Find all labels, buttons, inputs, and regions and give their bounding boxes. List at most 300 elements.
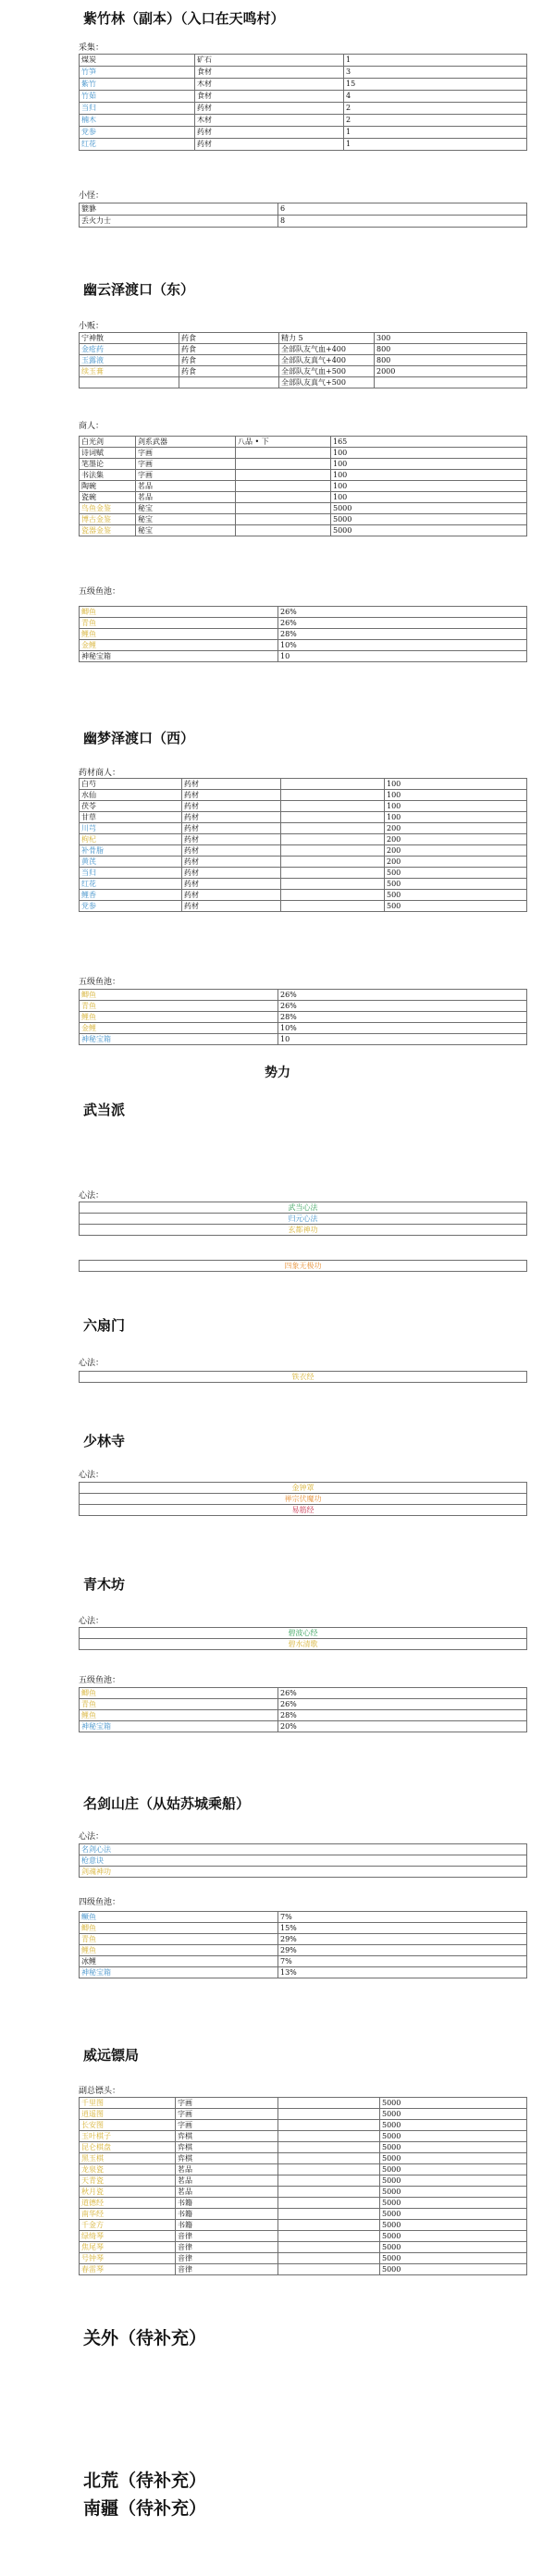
weiyuan-cell: 5000 [380,2131,527,2142]
weiyuan-row [80,2098,527,2109]
zizhulin-collect-cell: 2 [344,115,527,127]
zizhulin-collect-row [80,127,527,139]
youmeng-fish-cell: 神秘宝箱 [80,1034,278,1045]
youmeng-herb-row [80,812,527,823]
zizhulin-collect-cell: 食材 [195,67,344,79]
qingmu-fish-cell: 神秘宝箱 [80,1721,278,1732]
youyun-merchant-row [80,448,527,459]
weiyuan-cell: 逍遥图 [80,2109,176,2120]
youyun-fish-row [80,651,527,662]
zizhulin-collect-cell: 木材 [195,115,344,127]
weiyuan-cell: 5000 [380,2164,527,2175]
youyun-fish-cell: 26% [278,618,527,629]
mingjian-row [80,1844,527,1855]
youmeng-herb-cell: 100 [385,779,527,790]
wudang-label: 心法： [79,1191,105,1201]
mingjian-fish-row [80,1945,527,1956]
weiyuan-cell [278,2209,380,2220]
youyun-fish-cell: 鲫鱼 [80,607,278,618]
youyun-merchant-cell: 瓷器金鉴 [80,525,136,536]
shaolin-cell: 禅宗伏魔功 [80,1494,527,1505]
zizhulin-collect-cell: 4 [344,91,527,103]
zizhulin-collect-cell: 紫竹 [80,79,195,91]
youyun-vendor-cell: 全部队友气血+500 [279,366,375,377]
youmeng-herb-cell: 药材 [182,890,281,901]
weiyuan-cell: 字画 [176,2098,278,2109]
zizhulin-monster-table [79,203,527,228]
weiyuan-cell: 书籍 [176,2220,278,2231]
youyun-fish-cell: 青鱼 [80,618,278,629]
youmeng-fish-cell: 10 [278,1034,527,1045]
mingjian-fish-cell: 13% [278,1967,527,1978]
youmeng-fish-table [79,989,527,1045]
weiyuan-row [80,2142,527,2153]
youmeng-herb-cell: 党参 [80,901,182,912]
youyun-vendor-cell: 药食 [179,344,279,355]
zizhulin-collect-cell: 2 [344,103,527,115]
youmeng-fish-row [80,1023,527,1034]
weiyuan-cell: 号钟琴 [80,2253,176,2264]
weiyuan-cell: 黑玉棋 [80,2153,176,2164]
youmeng-herb-cell [281,779,385,790]
weiyuan-cell: 5000 [380,2264,527,2275]
zizhulin-collect-row [80,55,527,67]
weiyuan-cell: 弈棋 [176,2142,278,2153]
weiyuan-cell: 5000 [380,2142,527,2153]
youmeng-herb-cell: 200 [385,823,527,834]
mingjian-fish-cell: 鲫鱼 [80,1923,278,1934]
youyun-merchant-cell: 字画 [136,459,236,470]
youyun-merchant-cell: 5000 [331,514,527,525]
mingjian-label: 心法： [79,1832,105,1842]
wudang-cell: 武当心法 [80,1202,527,1214]
qingmu-fish-row [80,1710,527,1721]
shaolin-label: 心法： [79,1471,105,1480]
youmeng-fish-cell: 28% [278,1012,527,1023]
qingmu-fish-cell: 26% [278,1699,527,1710]
mingjian-fish-cell: 鳜鱼 [80,1912,278,1923]
qingmu-cell: 碧波心经 [80,1628,527,1639]
weiyuan-cell: 书籍 [176,2209,278,2220]
youmeng-fish-cell: 青鱼 [80,1001,278,1012]
youmeng-herb-cell [281,845,385,857]
zizhulin-monster-row [80,216,527,228]
zizhulin-collect-cell: 竹茹 [80,91,195,103]
mingjian-fish-cell: 神秘宝箱 [80,1967,278,1978]
youmeng-herb-cell: 500 [385,868,527,879]
wudang-row [80,1225,527,1236]
youyun-merchant-row [80,459,527,470]
youmeng-fish-cell: 金鲤 [80,1023,278,1034]
mingjian-cell: 枪意诀 [80,1855,527,1867]
weiyuan-cell [278,2109,380,2120]
youyun-merchant-cell: 剑系武器 [136,437,236,448]
weiyuan-cell [278,2120,380,2131]
zizhulin-collect-cell: 竹笋 [80,67,195,79]
mingjian-row [80,1855,527,1867]
weiyuan-cell [278,2153,380,2164]
youyun-merchant-label: 商人： [79,422,105,431]
weiyuan-cell: 字画 [176,2109,278,2120]
youmeng-herb-cell: 黄芪 [80,857,182,868]
weiyuan-row [80,2153,527,2164]
mingjian-fish-cell: 15% [278,1923,527,1934]
youyun-merchant-cell: 165 [331,437,527,448]
weiyuan-cell: 茗品 [176,2175,278,2187]
zizhulin-collect-cell: 矿石 [195,55,344,67]
shaolin-row [80,1483,527,1494]
zizhulin-collect-row [80,91,527,103]
youmeng-herb-cell: 药材 [182,857,281,868]
weiyuan-row [80,2253,527,2264]
youmeng-herb-cell: 药材 [182,868,281,879]
youmeng-herb-cell: 药材 [182,812,281,823]
beihuang-heading: 北荒（待补充） [83,2471,207,2491]
weiyuan-cell [278,2253,380,2264]
weiyuan-cell: 字画 [176,2120,278,2131]
youyun-merchant-cell: 5000 [331,525,527,536]
youyun-merchant-cell: 陶碗 [80,481,136,492]
weiyuan-cell: 道德经 [80,2198,176,2209]
youyun-fish-label: 五级鱼池： [79,587,121,597]
zizhulin-monster-label: 小怪： [79,191,105,201]
qingmu-title: 青木坊 [83,1576,126,1593]
zizhulin-collect-cell: 药材 [195,103,344,115]
weiyuan-row [80,2198,527,2209]
youyun-merchant-cell: 茗品 [136,481,236,492]
qingmu-fish-label: 五级鱼池： [79,1676,121,1685]
weiyuan-cell: 音律 [176,2242,278,2253]
youmeng-herb-row [80,901,527,912]
youyun-merchant-cell: 茗品 [136,492,236,503]
zizhulin-collect-cell: 药材 [195,127,344,139]
youmeng-herb-cell: 500 [385,901,527,912]
youyun-merchant-cell: 字画 [136,448,236,459]
weiyuan-cell: 音律 [176,2264,278,2275]
youmeng-herb-cell: 200 [385,857,527,868]
wudang-row [80,1214,527,1225]
youmeng-herb-cell: 药材 [182,834,281,845]
qingmu-fish-cell: 28% [278,1710,527,1721]
weiyuan-cell: 5000 [380,2120,527,2131]
youmeng-fish-row [80,990,527,1001]
weiyuan-label: 副总镖头： [79,2087,121,2096]
youyun-vendor-cell: 药食 [179,333,279,344]
weiyuan-row [80,2131,527,2142]
youyun-vendor-row [80,344,527,355]
youyun-merchant-cell: 鸟鱼金鉴 [80,503,136,514]
zizhulin-collect-row [80,67,527,79]
zizhulin-collect-cell: 当归 [80,103,195,115]
weiyuan-cell: 长安图 [80,2120,176,2131]
mingjian-title: 名剑山庄（从姑苏城乘船） [83,1795,251,1812]
weiyuan-cell: 5000 [380,2209,527,2220]
zizhulin-collect-cell: 煤炭 [80,55,195,67]
weiyuan-cell [278,2264,380,2275]
weiyuan-cell: 5000 [380,2242,527,2253]
weiyuan-cell: 茗品 [176,2187,278,2198]
youyun-vendor-cell: 金疮药 [80,344,179,355]
youyun-vendor-cell: 全部队友真气+400 [279,355,375,366]
youyun-merchant-cell: 诗词赋 [80,448,136,459]
qingmu-fish-row [80,1699,527,1710]
wudang-title: 武当派 [83,1102,126,1118]
youyun-vendor-cell: 续玉膏 [80,366,179,377]
youyun-vendor-row [80,377,527,388]
weiyuan-cell: 茗品 [176,2164,278,2175]
weiyuan-cell: 书籍 [176,2198,278,2209]
zizhulin-collect-cell: 党参 [80,127,195,139]
youyun-merchant-cell: 瓷碗 [80,492,136,503]
shaolin-row [80,1505,527,1516]
mingjian-cell: 剑魂神功 [80,1867,527,1878]
youmeng-herb-cell: 药材 [182,779,281,790]
youmeng-herb-cell: 药材 [182,790,281,801]
youyun-vendor-cell: 300 [375,333,527,344]
youyun-fish-cell: 28% [278,629,527,640]
youyun-merchant-cell [236,481,331,492]
shaolin-cell: 易筋经 [80,1505,527,1516]
youyun-merchant-cell: 笔墨论 [80,459,136,470]
youyun-merchant-cell [236,514,331,525]
shaolin-title: 少林寺 [83,1433,126,1449]
youyun-fish-cell: 10 [278,651,527,662]
weiyuan-row [80,2231,527,2242]
wudang-extra-cell: 四象无极功 [80,1261,527,1272]
weiyuan-row [80,2209,527,2220]
zizhulin-monster-cell: 8 [278,216,527,228]
youmeng-fish-row [80,1012,527,1023]
weiyuan-title: 威远镖局 [83,2047,140,2064]
youmeng-herb-cell [281,812,385,823]
shaolin-cell: 金钟罩 [80,1483,527,1494]
youmeng-herb-cell [281,857,385,868]
youyun-vendor-label: 小贩： [79,322,105,331]
youyun-fish-cell: 10% [278,640,527,651]
mingjian-fish-label: 四级鱼池： [79,1898,121,1907]
weiyuan-cell [278,2131,380,2142]
mingjian-fish-table [79,1911,527,1978]
weiyuan-cell: 5000 [380,2153,527,2164]
weiyuan-cell: 5000 [380,2175,527,2187]
zizhulin-collect-cell: 1 [344,127,527,139]
qingmu-cell: 碧水清歌 [80,1639,527,1650]
youyun-vendor-cell: 800 [375,344,527,355]
youmeng-herb-cell: 药材 [182,823,281,834]
youmeng-fish-cell: 26% [278,1001,527,1012]
youmeng-herb-cell: 200 [385,845,527,857]
youmeng-herb-cell: 红花 [80,879,182,890]
youyun-vendor-row [80,333,527,344]
youyun-merchant-cell: 100 [331,492,527,503]
youyun-merchant-cell [236,448,331,459]
weiyuan-row [80,2242,527,2253]
liushan-label: 心法： [79,1359,105,1368]
weiyuan-row [80,2187,527,2198]
youyun-merchant-cell [236,459,331,470]
youmeng-herb-cell: 200 [385,834,527,845]
youmeng-title: 幽梦泽渡口（西） [83,730,195,746]
youyun-vendor-cell: 玉露液 [80,355,179,366]
youmeng-herb-cell: 鲤香 [80,890,182,901]
youyun-vendor-cell [375,377,527,388]
weiyuan-cell: 5000 [380,2198,527,2209]
youyun-merchant-cell: 白光剑 [80,437,136,448]
qingmu-fish-row [80,1688,527,1699]
shili-heading: 势力 [265,1066,290,1080]
zizhulin-collect-cell: 食材 [195,91,344,103]
guanwai-heading: 关外（待补充） [83,2328,207,2348]
wudang-extra-table [79,1260,527,1272]
youyun-merchant-cell [236,503,331,514]
zizhulin-collect-row [80,103,527,115]
youyun-vendor-cell: 精力 5 [279,333,375,344]
mingjian-fish-row [80,1923,527,1934]
weiyuan-cell: 绿绮琴 [80,2231,176,2242]
mingjian-fish-cell: 7% [278,1956,527,1967]
youyun-vendor-cell: 药食 [179,366,279,377]
zizhulin-collect-label: 采集： [79,43,105,53]
weiyuan-cell: 玉叶棋子 [80,2131,176,2142]
youmeng-herb-cell: 川芎 [80,823,182,834]
youmeng-fish-cell: 鲫鱼 [80,990,278,1001]
youyun-vendor-cell: 800 [375,355,527,366]
youmeng-fish-row [80,1034,527,1045]
youmeng-herb-cell: 500 [385,879,527,890]
weiyuan-cell [278,2231,380,2242]
weiyuan-cell [278,2187,380,2198]
weiyuan-cell: 千里图 [80,2098,176,2109]
weiyuan-table [79,2097,527,2275]
mingjian-fish-cell: 29% [278,1945,527,1956]
youyun-merchant-row [80,492,527,503]
youyun-fish-cell: 鲤鱼 [80,629,278,640]
youyun-vendor-cell [179,377,279,388]
shaolin-row [80,1494,527,1505]
youyun-merchant-cell [236,470,331,481]
youyun-merchant-row [80,470,527,481]
zizhulin-collect-cell: 15 [344,79,527,91]
youmeng-herb-cell: 枸杞 [80,834,182,845]
zizhulin-collect-cell: 1 [344,55,527,67]
youmeng-herb-cell [281,823,385,834]
weiyuan-cell: 5000 [380,2220,527,2231]
weiyuan-row [80,2220,527,2231]
weiyuan-cell [278,2198,380,2209]
zizhulin-collect-row [80,139,527,151]
youyun-fish-cell: 26% [278,607,527,618]
youyun-merchant-cell: 秘宝 [136,503,236,514]
youmeng-herb-cell: 甘草 [80,812,182,823]
youyun-vendor-row [80,366,527,377]
mingjian-fish-cell: 鲤鱼 [80,1945,278,1956]
youmeng-herb-cell [281,801,385,812]
liushan-title: 六扇门 [83,1317,126,1334]
weiyuan-row [80,2164,527,2175]
mingjian-fish-row [80,1956,527,1967]
qingmu-fish-cell: 20% [278,1721,527,1732]
youyun-merchant-cell: 秘宝 [136,514,236,525]
weiyuan-cell: 音律 [176,2231,278,2242]
youyun-merchant-cell: 秘宝 [136,525,236,536]
weiyuan-cell: 南华经 [80,2209,176,2220]
youyun-merchant-cell: 100 [331,481,527,492]
weiyuan-cell: 5000 [380,2187,527,2198]
youyun-merchant-cell: 100 [331,459,527,470]
weiyuan-cell: 昆仑棋盘 [80,2142,176,2153]
liushan-cell: 铁衣经 [80,1372,527,1383]
youmeng-herb-cell: 补骨脂 [80,845,182,857]
youyun-vendor-cell: 宁神散 [80,333,179,344]
youyun-merchant-cell: 字画 [136,470,236,481]
youmeng-herb-cell: 药材 [182,879,281,890]
weiyuan-cell: 千金方 [80,2220,176,2231]
qingmu-fish-cell: 鲤鱼 [80,1710,278,1721]
weiyuan-row [80,2109,527,2120]
mingjian-fish-row [80,1934,527,1945]
youyun-vendor-cell: 2000 [375,366,527,377]
youyun-fish-row [80,607,527,618]
weiyuan-cell: 秋月瓷 [80,2187,176,2198]
qingmu-fish-table [79,1687,527,1732]
youmeng-herb-row [80,801,527,812]
weiyuan-cell: 天青瓷 [80,2175,176,2187]
weiyuan-cell: 5000 [380,2231,527,2242]
youyun-merchant-cell: 书法集 [80,470,136,481]
youyun-vendor-cell: 药食 [179,355,279,366]
youyun-fish-row [80,640,527,651]
youmeng-herb-row [80,790,527,801]
zizhulin-collect-row [80,115,527,127]
youmeng-herb-row [80,834,527,845]
weiyuan-cell [278,2242,380,2253]
youmeng-herb-row [80,779,527,790]
youmeng-herb-cell [281,890,385,901]
zizhulin-monster-row [80,203,527,216]
youyun-merchant-cell: 博古金鉴 [80,514,136,525]
weiyuan-row [80,2175,527,2187]
youyun-merchant-cell [236,525,331,536]
weiyuan-cell: 春雷琴 [80,2264,176,2275]
youmeng-herb-cell: 100 [385,790,527,801]
youmeng-herb-row [80,890,527,901]
youyun-merchant-cell: 八品 • 下 [236,437,331,448]
youmeng-fish-cell: 26% [278,990,527,1001]
youmeng-herb-cell [281,879,385,890]
youyun-vendor-cell [80,377,179,388]
weiyuan-cell [278,2175,380,2187]
youmeng-herb-label: 药材商人： [79,769,121,778]
youmeng-herb-cell: 100 [385,812,527,823]
mingjian-fish-cell: 7% [278,1912,527,1923]
youyun-merchant-row [80,437,527,448]
zizhulin-title: 紫竹林（副本）（入口在天鸣村） [83,10,285,27]
youyun-merchant-cell: 100 [331,448,527,459]
weiyuan-cell: 弈棋 [176,2131,278,2142]
youmeng-herb-table [79,778,527,912]
youyun-vendor-cell: 全部队友真气+500 [279,377,375,388]
youmeng-herb-cell: 水仙 [80,790,182,801]
qingmu-fish-cell: 26% [278,1688,527,1699]
zizhulin-collect-table [79,54,527,151]
youyun-vendor-table [79,332,527,388]
zizhulin-monster-cell: 6 [278,203,527,216]
youyun-fish-cell: 金鲤 [80,640,278,651]
youyun-merchant-row [80,525,527,536]
zizhulin-collect-cell: 3 [344,67,527,79]
weiyuan-cell: 音律 [176,2253,278,2264]
youyun-merchant-row [80,514,527,525]
